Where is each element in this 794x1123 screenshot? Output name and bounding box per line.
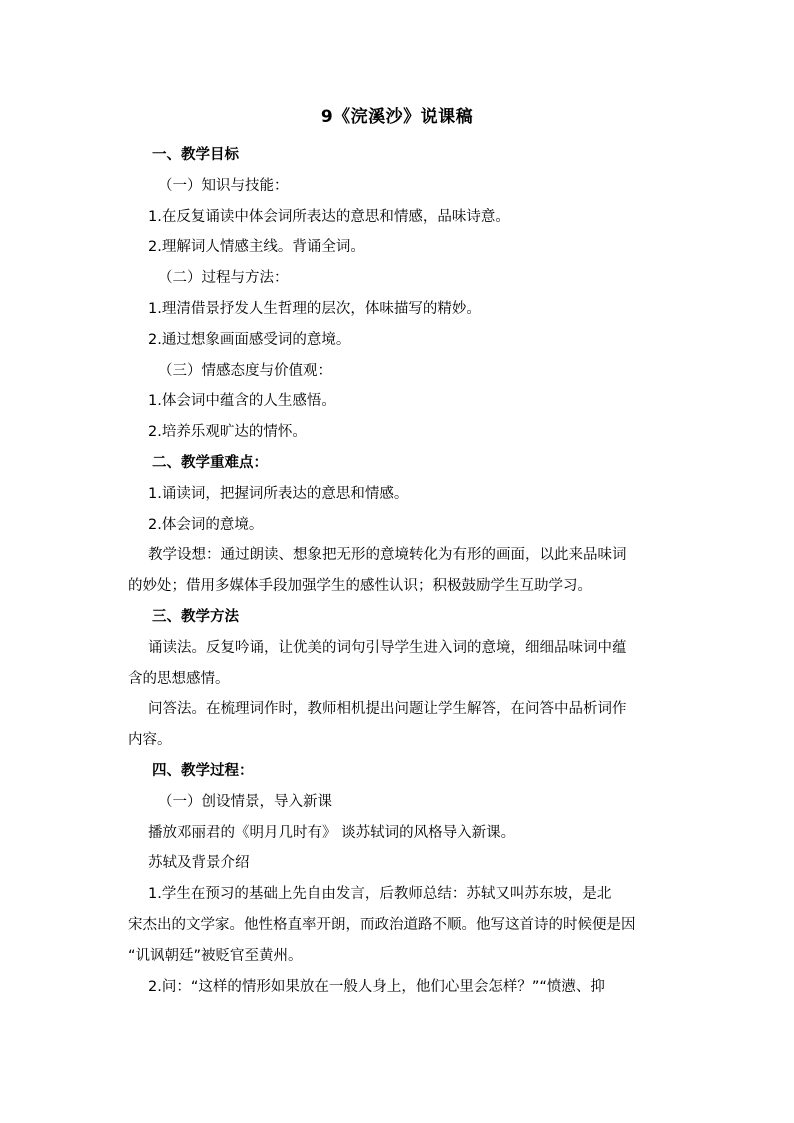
text-line: 2.通过想象画面感受词的意境。 [148, 331, 351, 348]
document-title: 9《浣溪沙》说课稿 [320, 107, 474, 127]
text-line: 教学设想：通过朗读、想象把无形的意境转化为有形的画面，以此来品味词 [148, 547, 627, 564]
text-line: 1.学生在预习的基础上先自由发言，后教师总结：苏轼又叫苏东坡，是北 [148, 886, 612, 903]
text-line: 2.培养乐观旷达的情怀。 [148, 424, 307, 441]
text-line: 2.理解词人情感主线。背诵全词。 [148, 239, 365, 256]
text-line: 内容。 [128, 732, 172, 749]
text-line: 苏轼及背景介绍 [148, 855, 250, 872]
text-line: 1.体会词中蕴含的人生感悟。 [148, 393, 336, 410]
text-line: 诵读法。反复吟诵，让优美的词句引导学生进入词的意境，细细品味词中蕴 [148, 639, 627, 656]
text-line: 1.在反复诵读中体会词所表达的意思和情感，品味诗意。 [148, 208, 510, 225]
section-heading: 三、教学方法 [152, 608, 239, 625]
text-line: 播放邓丽君的《明月几时有》 谈苏轼词的风格导入新课。 [148, 824, 516, 841]
text-line: “讥讽朝廷”被贬官至黄州。 [128, 947, 303, 964]
text-line: 1.诵读词，把握词所表达的意思和情感。 [148, 485, 409, 502]
text-line: 含的思想感情。 [128, 670, 230, 687]
section-heading: 二、教学重难点： [152, 454, 268, 471]
subsection-heading: （三）情感态度与价值观： [158, 362, 332, 379]
section-heading: 一、教学目标 [152, 147, 239, 163]
document-body [128, 140, 668, 1002]
text-line: 宋杰出的文学家。他性格直率开朗，而政治道路不顺。他写这首诗的时候便是因 [128, 916, 636, 933]
subsection-heading: （二）过程与方法： [158, 270, 289, 287]
text-line: 问答法。在梳理词作时，教师相机提出问题让学生解答，在问答中品析词作 [148, 701, 627, 718]
subsection-heading: （一）知识与技能： [158, 177, 289, 194]
subsection-heading: （一）创设情景，导入新课 [158, 793, 332, 810]
text-line: 的妙处；借用多媒体手段加强学生的感性认识；积极鼓励学生互助学习。 [128, 578, 592, 595]
text-line: 2.体会词的意境。 [148, 516, 264, 533]
text-line: 2.问：“这样的情形如果放在一般人身上，他们心里会怎样？”“愤懑、抑 [148, 978, 605, 995]
text-line: 1.理清借景抒发人生哲理的层次，体味描写的精妙。 [148, 300, 481, 317]
section-heading: 四、教学过程： [152, 762, 254, 779]
